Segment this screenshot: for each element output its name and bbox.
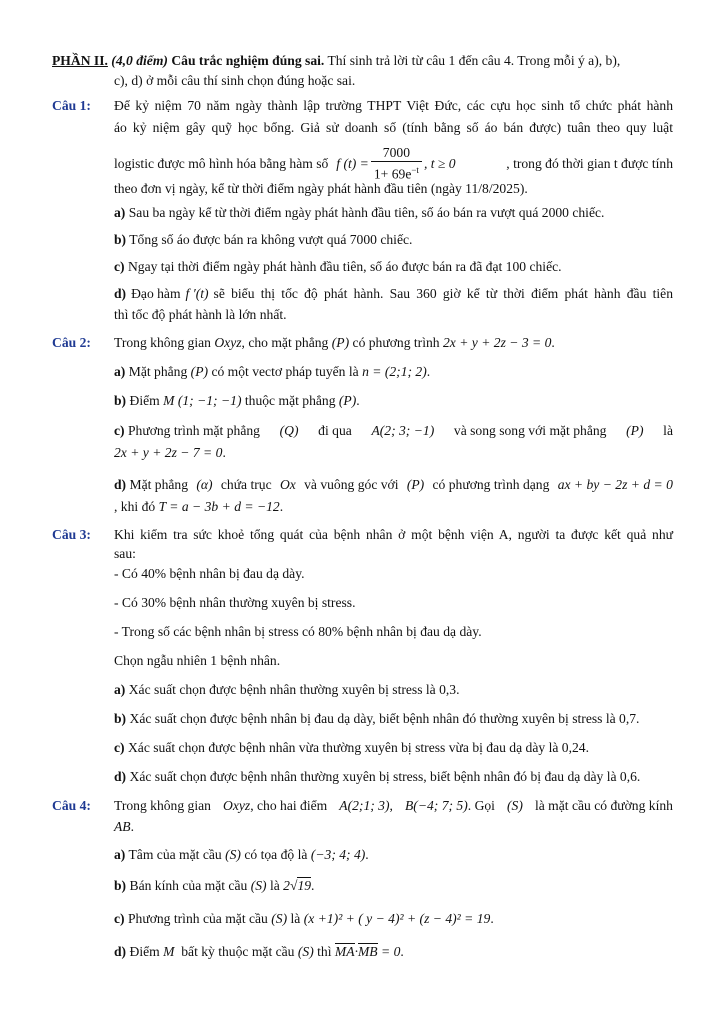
q4-stem-pre: Trong không gian [114, 798, 211, 813]
q4-option-c: c) Phương trình của mặt cầu (S) là (x +1)² + ( y − 4)² + (z − 4)² = 19. [114, 911, 494, 926]
q3-text-line2: sau: [114, 546, 136, 561]
q4-option-d-mid2: thì [317, 944, 332, 959]
q1-option-b-label: b) [114, 232, 127, 247]
q2-option-d-plane: (P) [406, 477, 425, 492]
q2-point-m: M (1; −1; −1) [163, 393, 242, 408]
part-title: Câu trắc nghiệm đúng sai. [171, 53, 325, 68]
part-heading [52, 52, 673, 70]
q2-option-c-mid2: và song song với mặt phẳng [453, 423, 607, 438]
q3-option-a [114, 681, 460, 699]
q1-option-a-label: a) [114, 205, 126, 220]
q1-option-b [114, 231, 412, 249]
q2-plane-alpha-equation: ax + by − 2z + d = 0 [557, 477, 673, 492]
q2-option-d-line2: , khi đó T = a − 3b + d = −12. [114, 499, 284, 514]
q4-option-b-sphere: (S) [250, 878, 267, 893]
q3-text-line1: Khi kiểm tra sức khoẻ tổng quát của bệnh nhân ở một bệnh viện A, người ta được kết quả như [114, 527, 673, 542]
q2-stem-pre: Trong không gian [114, 335, 211, 350]
q1-option-d-post: sẽ biểu thị tốc độ phát hành. Sau 360 giờ kể từ thời điểm phát hành đầu tiên [213, 286, 673, 301]
q3-option-d-label: d) [114, 769, 127, 784]
q2-option-d [114, 476, 673, 494]
q4-option-a: a) Tâm của mặt cầu (S) có tọa độ là (−3; 4; 4). [114, 847, 369, 862]
q1-option-b-text: Tổng số áo được bán ra không vượt quá 7000 chiếc. [129, 232, 413, 247]
q4-dot-product: MA·MB = 0 [334, 944, 401, 959]
q4-option-b-mid: là [269, 878, 280, 893]
q2-point-a: A(2; 3; −1) [371, 423, 435, 438]
q4-point-m: M [163, 944, 175, 959]
q2-plane-p: (P) [331, 335, 350, 350]
q3-option-b [114, 710, 639, 728]
q2-option-a-mid: có một vectơ pháp tuyến là [211, 364, 359, 379]
q4-radius-radicand: 19 [297, 878, 312, 893]
question-3-label: Câu 3: [52, 527, 91, 542]
q4-radius-coef: 2 [283, 878, 290, 893]
q2-option-d-line2-pre: , khi đó [114, 499, 156, 514]
q2-option-c-mid: đi qua [318, 423, 352, 438]
q2-plane-alpha: (α) [196, 477, 213, 492]
q1-option-a-text: Sau ba ngày kể từ thời điểm ngày phát hành đầu tiên, số áo bán ra vượt quá 2000 chiếc. [128, 205, 605, 220]
q3-bullet-2: - Có 30% bệnh nhân thường xuyên bị stress. [114, 595, 356, 610]
q2-option-b: b) Điểm M (1; −1; −1) thuộc mặt phẳng (P). [114, 393, 360, 408]
q4-dot-product-tail: = 0 [381, 944, 401, 959]
q4-oxyz: Oxyz [223, 798, 251, 813]
q2-option-c-plane: (P) [626, 423, 644, 438]
q2-option-d-mid2: và vuông góc với [304, 477, 399, 492]
q1-option-d-line2: thì tốc độ phát hành là lớn nhất. [114, 307, 287, 322]
q4-option-c-pre: Phương trình của mặt cầu [127, 911, 268, 926]
q4-option-d-mid: bất kỳ thuộc mặt cầu [181, 944, 295, 959]
q1-func-condition: , t ≥ 0 [423, 156, 456, 171]
q2-option-c [114, 422, 673, 440]
q4-stem-line2: AB. [114, 819, 135, 834]
q2-plane-equation: 2x + y + 2z − 3 = 0 [442, 335, 552, 350]
q3-option-b-label: b) [114, 711, 127, 726]
q2-oxyz: Oxyz [214, 335, 242, 350]
q2-option-d-label: d) [114, 477, 127, 492]
q2-stem: Trong không gian Oxyz, cho mặt phẳng (P) có phương trình 2x + y + 2z − 3 = 0. [114, 335, 555, 350]
q4-option-d-pre: Điểm [129, 944, 160, 959]
q1-option-a [114, 204, 604, 222]
q4-option-a-mid: có tọa độ là [244, 847, 308, 862]
q4-point-a: A(2;1; 3) [339, 798, 390, 813]
q3-choose: Chọn ngẫu nhiên 1 bệnh nhân. [114, 653, 281, 668]
q4-stem-mid: , cho hai điểm [250, 798, 328, 813]
question-4-label: Câu 4: [52, 798, 91, 813]
q1-text-line1: Để kỷ niệm 70 năm ngày thành lập trường THPT Việt Đức, các cựu học sinh tổ chức phát hành [114, 98, 673, 113]
q4-vector-mb: MB [357, 944, 378, 959]
q2-option-c-post: là [663, 423, 673, 438]
q4-sphere-equation: (x +1)² + ( y − 4)² + (z − 4)² = 19 [303, 911, 491, 926]
q4-stem-mid2: . Gọi [467, 798, 495, 813]
q1-option-d-pre: Đạo hàm [131, 286, 181, 301]
q4-stem: Trong không gian Oxyz, cho hai điểm A(2;1; 3), B(−4; 7; 5). Gọi (S) là mặt cầu có đường kính [114, 798, 673, 813]
q2-axis-ox: Ox [279, 477, 296, 492]
q1-func-den-exp: −t [411, 165, 419, 176]
q3-option-d-text: Xác suất chọn được bệnh nhân thường xuyên bị stress, biết bệnh nhân đó bị đau dạ dày là 0,6. [129, 769, 641, 784]
q1-option-d [114, 285, 673, 303]
q2-option-c-label: c) [114, 423, 125, 438]
q4-radius-value: 2√19 [283, 878, 312, 893]
q3-option-a-text: Xác suất chọn được bệnh nhân thường xuyên bị stress là 0,3. [128, 682, 460, 697]
q4-option-a-pre: Tâm của mặt cầu [128, 847, 222, 862]
q4-option-d-sphere: (S) [297, 944, 314, 959]
part-label: PHẦN II. [52, 53, 108, 68]
q2-option-d-pre: Mặt phẳng [129, 477, 189, 492]
q1-option-c [114, 258, 562, 276]
q2-option-a-pre: Mặt phẳng [128, 364, 188, 379]
q4-sphere-s: (S) [507, 798, 523, 813]
q2-stem-mid2: có phương trình [352, 335, 440, 350]
q2-option-b-label: b) [114, 393, 127, 408]
q4-option-c-sphere: (S) [271, 911, 288, 926]
q4-option-b-pre: Bán kính của mặt cầu [129, 878, 248, 893]
question-1-label: Câu 1: [52, 98, 91, 113]
q2-option-b-mid: thuộc mặt phẳng [244, 393, 336, 408]
q4-option-c-label: c) [114, 911, 125, 926]
part-instructions-1: Thí sinh trả lời từ câu 1 đến câu 4. Trong mỗi ý a), b), [327, 53, 621, 68]
q3-bullet-3: - Trong số các bệnh nhân bị stress có 80% bệnh nhân bị đau dạ dày. [114, 624, 482, 639]
q4-option-b: b) Bán kính của mặt cầu (S) là 2√19. [114, 878, 315, 893]
q2-option-d-mid3: có phương trình dạng [432, 477, 550, 492]
q2-stem-mid: , cho mặt phẳng [241, 335, 329, 350]
q3-option-c-label: c) [114, 740, 125, 755]
q2-plane-q-equation: 2x + y + 2z − 7 = 0 [114, 445, 223, 460]
q1-option-d-label: d) [114, 286, 127, 301]
q4-option-d-label: d) [114, 944, 127, 959]
q3-option-d [114, 768, 640, 786]
q3-option-a-label: a) [114, 682, 126, 697]
q1-text-line3 [114, 145, 673, 183]
q3-bullet-1: - Có 40% bệnh nhân bị đau dạ dày. [114, 566, 305, 581]
q4-option-b-label: b) [114, 878, 127, 893]
q1-text-line2: áo kỷ niệm gây quỹ học bổng. Giả sử doanh số (tính bằng số áo bán được) tuân theo quy luật [114, 120, 673, 135]
question-2-label: Câu 2: [52, 335, 91, 350]
q2-option-a: a) Mặt phẳng (P) có một vectơ pháp tuyến là n = (2;1; 2). [114, 364, 431, 379]
q1-text-line4: theo đơn vị ngày, kể từ thời điểm ngày phát hành đầu tiên (ngày 11/8/2025). [114, 181, 528, 196]
q2-option-c-pre: Phương trình mặt phẳng [127, 423, 260, 438]
q4-option-a-sphere: (S) [225, 847, 241, 862]
q1-func-fraction [371, 145, 422, 183]
q1-func-lhs: f (t) = [336, 156, 369, 171]
q3-option-b-text: Xác suất chọn được bệnh nhân bị đau dạ dày, biết bệnh nhân đó thường xuyên bị stress là 0,7. [129, 711, 640, 726]
q2-option-a-label: a) [114, 364, 126, 379]
part-points: (4,0 điểm) [111, 53, 168, 68]
q3-option-c-text: Xác suất chọn được bệnh nhân vừa thường xuyên bị stress vừa bị đau dạ dày là 0,24. [127, 740, 589, 755]
q2-normal-vector: n = (2;1; 2) [362, 364, 427, 379]
q1-func-den-base: 1+ 69e [373, 166, 412, 182]
q4-point-b: B(−4; 7; 5) [404, 798, 468, 813]
q4-stem-post: là mặt cầu có đường kính [534, 798, 673, 813]
q1-func-numerator: 7000 [371, 145, 422, 162]
q2-option-d-mid: chứa trục [220, 477, 272, 492]
q4-option-d: d) Điểm M bất kỳ thuộc mặt cầu (S) thì MA·MB = 0. [114, 944, 404, 959]
q1-line3-post: , trong đó thời gian t được tính [506, 156, 673, 171]
q3-option-c [114, 739, 589, 757]
q1-line3-pre: logistic được mô hình hóa bằng hàm số [114, 156, 329, 171]
q2-plane-q: (Q) [279, 423, 299, 438]
q1-option-c-label: c) [114, 259, 125, 274]
q2-option-b-pre: Điểm [129, 393, 160, 408]
q1-option-d-math: f ′(t) [185, 286, 209, 301]
q2-expression-t: T = a − 3b + d = −12 [158, 499, 280, 514]
q1-option-c-text: Ngay tại thời điểm ngày phát hành đầu tiên, số áo được bán ra đã đạt 100 chiếc. [127, 259, 562, 274]
q2-option-c-line2: 2x + y + 2z − 7 = 0. [114, 445, 226, 460]
part-instructions-2: c), d) ở mỗi câu thí sinh chọn đúng hoặc sai. [114, 73, 356, 88]
q4-vector-ma: MA [334, 944, 355, 959]
q4-option-a-label: a) [114, 847, 126, 862]
q4-center-coords: (−3; 4; 4) [310, 847, 366, 862]
q4-diameter-ab: AB [114, 819, 131, 834]
q2-option-a-plane: (P) [190, 364, 209, 379]
q4-option-c-mid: là [290, 911, 301, 926]
q2-option-b-plane: (P) [338, 393, 357, 408]
